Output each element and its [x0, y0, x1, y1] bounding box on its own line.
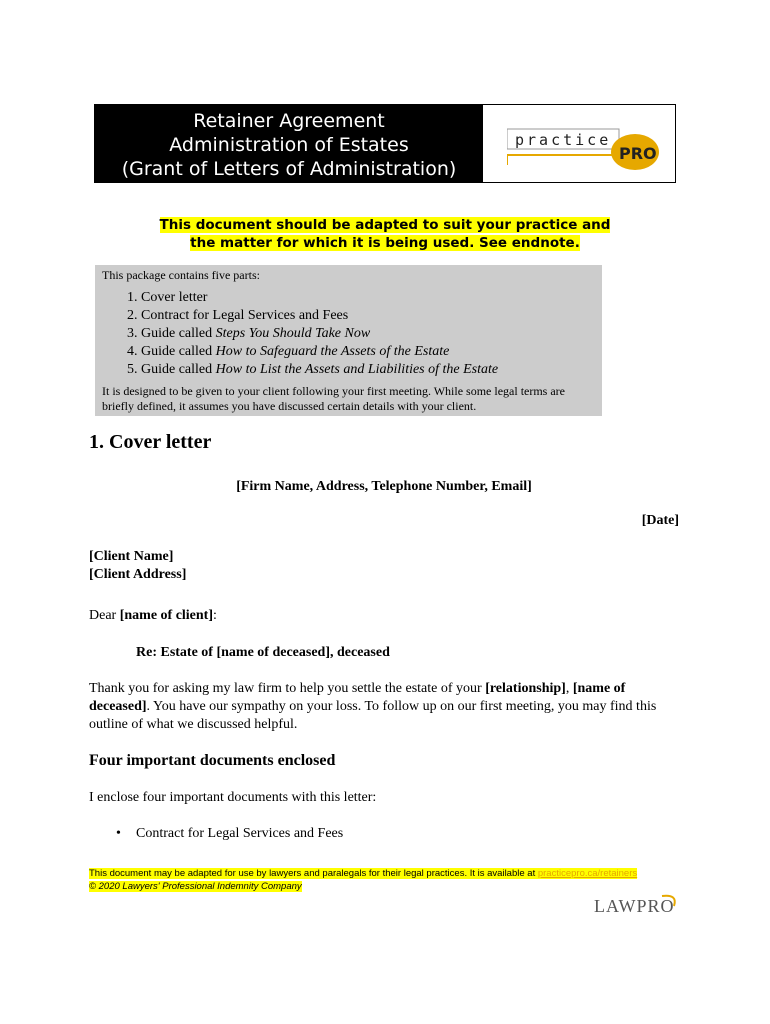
- logo-pro: PRO: [619, 144, 657, 163]
- subsection-heading: Four important documents enclosed: [89, 752, 336, 769]
- bullet-marker: •: [116, 826, 121, 841]
- logo-word: practice: [515, 131, 612, 149]
- date-placeholder: [Date]: [641, 513, 679, 528]
- section-heading: 1. Cover letter: [89, 431, 212, 453]
- retainers-link[interactable]: practicepro.ca/retainers: [537, 868, 638, 879]
- package-item: 3. Guide called Steps You Should Take Now: [127, 326, 371, 341]
- header-banner: [94, 104, 676, 183]
- letter-paragraph: Thank you for asking my law firm to help you settle the estate of your [relationship], [name of deceased]. You have our sympathy on your loss. To follow up on our first meeting, you may find this outline of what we discussed helpful.: [89, 681, 657, 732]
- package-intro: This package contains five parts:: [102, 268, 260, 282]
- list-item: • Contract for Legal Services and Fees: [116, 826, 344, 841]
- title-block: [95, 105, 483, 182]
- practicepro-logo: [507, 115, 667, 175]
- package-contents-box: [95, 265, 602, 416]
- package-item: 2. Contract for Legal Services and Fees: [127, 308, 349, 323]
- notice-line-1: This document should be adapted to suit your practice and: [159, 217, 611, 233]
- copyright: © 2020 Lawyers' Professional Indemnity Company: [89, 881, 302, 892]
- firm-placeholder: [Firm Name, Address, Telephone Number, Email]: [236, 479, 532, 494]
- lawpro-logo-text: LAWPRO: [594, 896, 675, 916]
- package-item: 4. Guide called How to Safeguard the Assets of the Estate: [127, 344, 450, 359]
- adaptation-notice: [120, 216, 650, 252]
- package-list: [127, 289, 498, 379]
- salutation: Dear [name of client]:: [89, 608, 217, 623]
- footer-notice: This document may be adapted for use by lawyers and paralegals for their legal practices. It is available at practicepro.ca/retainers © 2020 Lawyers' Professional Indemnity Company: [89, 868, 638, 892]
- notice-line-2: the matter for which it is being used. See endnote.: [190, 235, 580, 251]
- title-line-1: Retainer Agreement: [193, 110, 385, 132]
- enclose-text: I enclose four important documents with this letter:: [89, 790, 377, 805]
- title-line-2: Administration of Estates: [169, 134, 409, 156]
- client-address-placeholder: [Client Address]: [89, 567, 187, 582]
- lawpro-logo: [592, 890, 682, 920]
- package-item: 1. Cover letter: [127, 290, 208, 305]
- re-line: Re: Estate of [name of deceased], deceased: [136, 645, 390, 660]
- title-line-3: (Grant of Letters of Administration): [121, 158, 457, 180]
- package-note: It is designed to be given to your client following your first meeting. While some legal terms are briefly defined, it assumes you have discussed certain details with your client.: [102, 384, 566, 413]
- client-name-placeholder: [Client Name]: [89, 549, 174, 564]
- package-item: 5. Guide called How to List the Assets and Liabilities of the Estate: [127, 362, 499, 377]
